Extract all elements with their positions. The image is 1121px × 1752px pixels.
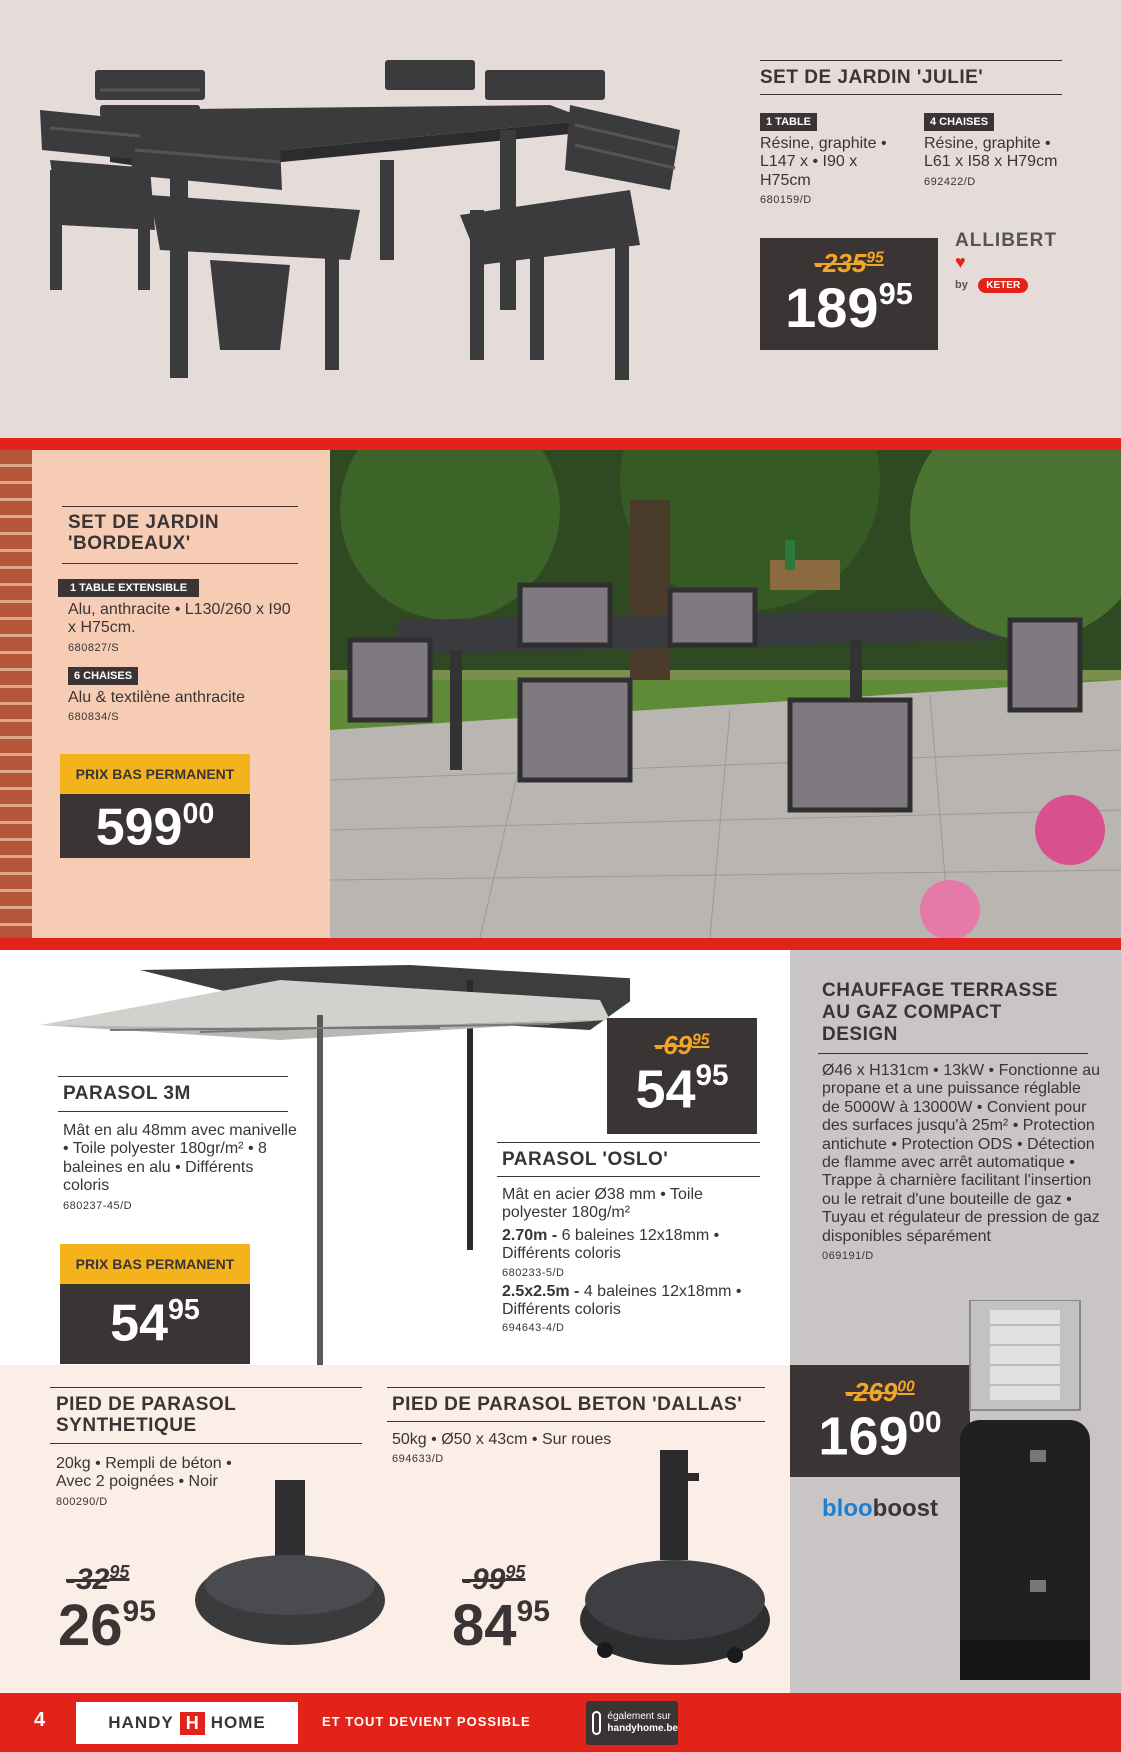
footer <box>0 1693 1121 1752</box>
heater-desc: Ø46 x H131cm • 13kW • Fonctionne au propane et a une puissance réglable de 5000W à 13000W • Convient pour des surfaces jusqu'à 25m² • Protection antichute • Protection ODS • Détection de flamme avec arrêt automatique • Trappe à charnière facilitant l'insertion ou le retrait d'une bouteille de gaz • Tuyau et régulateur de pression de gaz disponibles séparément <box>822 1062 1100 1245</box>
brick-wall-image <box>0 450 32 938</box>
julie-new-price: $189^{95}$ <box>785 276 913 340</box>
oslo-title: PARASOL 'OSLO' <box>502 1149 669 1170</box>
julie-chairs-ref: 692422/D <box>924 175 976 188</box>
parasol3m-perm-label: PRIX BAS PERMANENT <box>60 1244 250 1284</box>
oslo-option-2: 2.5x2.5m - 4 baleines 12x18mm • Différents coloris <box>502 1282 742 1318</box>
julie-chairs-desc: Résine, graphite • L61 x I58 x H79cm <box>924 135 1058 171</box>
heater-section <box>790 950 1121 1693</box>
pied-synth-title: PIED DE PARASOL SYNTHETIQUE <box>56 1394 236 1436</box>
website-badge-line2: handyhome.be <box>607 1723 678 1734</box>
pied-dallas-old-price: $-99^{95}$ <box>462 1562 526 1596</box>
heater-title: CHAUFFAGE TERRASSE AU GAZ COMPACT DESIGN <box>822 980 1058 1045</box>
mouse-icon <box>592 1711 601 1735</box>
pied-dallas-new-price: $84^{95}$ <box>452 1593 550 1658</box>
julie-table-tag: 1 TABLE <box>760 113 817 131</box>
oslo-option-2-ref: 694643-4/D <box>502 1322 565 1335</box>
bordeaux-table-ref: 680827/S <box>68 641 120 654</box>
bordeaux-table-tag: 1 TABLE EXTENSIBLE <box>58 579 199 597</box>
heater-ref: 069191/D <box>822 1249 874 1262</box>
pied-dallas-image <box>575 1445 775 1675</box>
heater-image <box>950 1300 1110 1690</box>
julie-product-image <box>30 50 730 410</box>
parasol3m-desc: Mât en alu 48mm avec manivelle • Toile polyester 180gr/m² • 8 baleines en alu • Différents coloris <box>63 1122 297 1195</box>
bordeaux-chairs-desc: Alu & textilène anthracite <box>68 689 245 706</box>
parasols-section <box>0 950 790 1365</box>
julie-old-price: $-235^{95}$ <box>814 248 884 278</box>
page-number: 4 <box>34 1709 46 1731</box>
pied-synth-old-price: $-32^{95}$ <box>66 1562 130 1596</box>
bordeaux-chairs-tag: 6 CHAISES <box>68 667 138 685</box>
bordeaux-chairs-ref: 680834/S <box>68 711 120 724</box>
pied-synth-image <box>190 1475 400 1655</box>
heater-price-box: $-269^{00}$ $169^{00}$ <box>790 1365 970 1477</box>
oslo-desc: Mât en acier Ø38 mm • Toile polyester 180g/m² <box>502 1186 703 1222</box>
julie-table-desc: Résine, graphite • L147 x • I90 x H75cm <box>760 135 887 189</box>
pied-synth-ref: 800290/D <box>56 1495 108 1508</box>
oslo-price-box: $-69^{95}$ $54^{95}$ <box>607 1018 757 1134</box>
bordeaux-perm-label: PRIX BAS PERMANENT <box>60 754 250 794</box>
pied-synth-desc: 20kg • Rempli de béton • Avec 2 poignées • Noir <box>56 1455 232 1491</box>
oslo-option-1: 2.70m - 6 baleines 12x18mm • Différents coloris <box>502 1226 720 1263</box>
bordeaux-title: SET DE JARDIN 'BORDEAUX' <box>68 512 220 554</box>
handyhome-logo[interactable]: HANDY H HOME <box>76 1702 298 1744</box>
blooboost-logo: blooboost <box>822 1495 938 1522</box>
parasol3m-title: PARASOL 3M <box>63 1083 191 1104</box>
bordeaux-section <box>0 450 1121 938</box>
pied-synth-new-price: $26^{95}$ <box>58 1593 156 1658</box>
bordeaux-scene-image <box>330 450 1121 938</box>
website-badge-line1: également sur <box>607 1711 671 1722</box>
red-divider <box>0 438 1121 450</box>
julie-price-box <box>760 238 938 350</box>
website-badge[interactable] <box>586 1701 678 1745</box>
parasol3m-price-box: $54^{95}$ <box>60 1284 250 1364</box>
bases-section <box>0 1365 790 1693</box>
pied-dallas-title: PIED DE PARASOL BETON 'DALLAS' <box>392 1394 743 1415</box>
bordeaux-price-box: $599^{00}$ <box>60 794 250 858</box>
julie-table-ref: 680159/D <box>760 194 812 207</box>
parasol3m-ref: 680237-45/D <box>63 1199 133 1212</box>
julie-chairs-tag: 4 CHAISES <box>924 113 994 131</box>
bordeaux-table-desc: Alu, anthracite • L130/260 x I90 x H75cm. <box>68 601 291 637</box>
pied-dallas-desc: 50kg • Ø50 x 43cm • Sur roues <box>392 1431 612 1448</box>
julie-title: SET DE JARDIN 'JULIE' <box>760 67 984 88</box>
slogan: ET TOUT DEVIENT POSSIBLE <box>322 1714 531 1729</box>
pied-dallas-ref: 694633/D <box>392 1453 444 1466</box>
oslo-option-1-ref: 680233-5/D <box>502 1266 565 1279</box>
julie-section <box>0 0 1121 438</box>
allibert-logo: ALLIBERT ♥ by KETER <box>955 230 1057 291</box>
